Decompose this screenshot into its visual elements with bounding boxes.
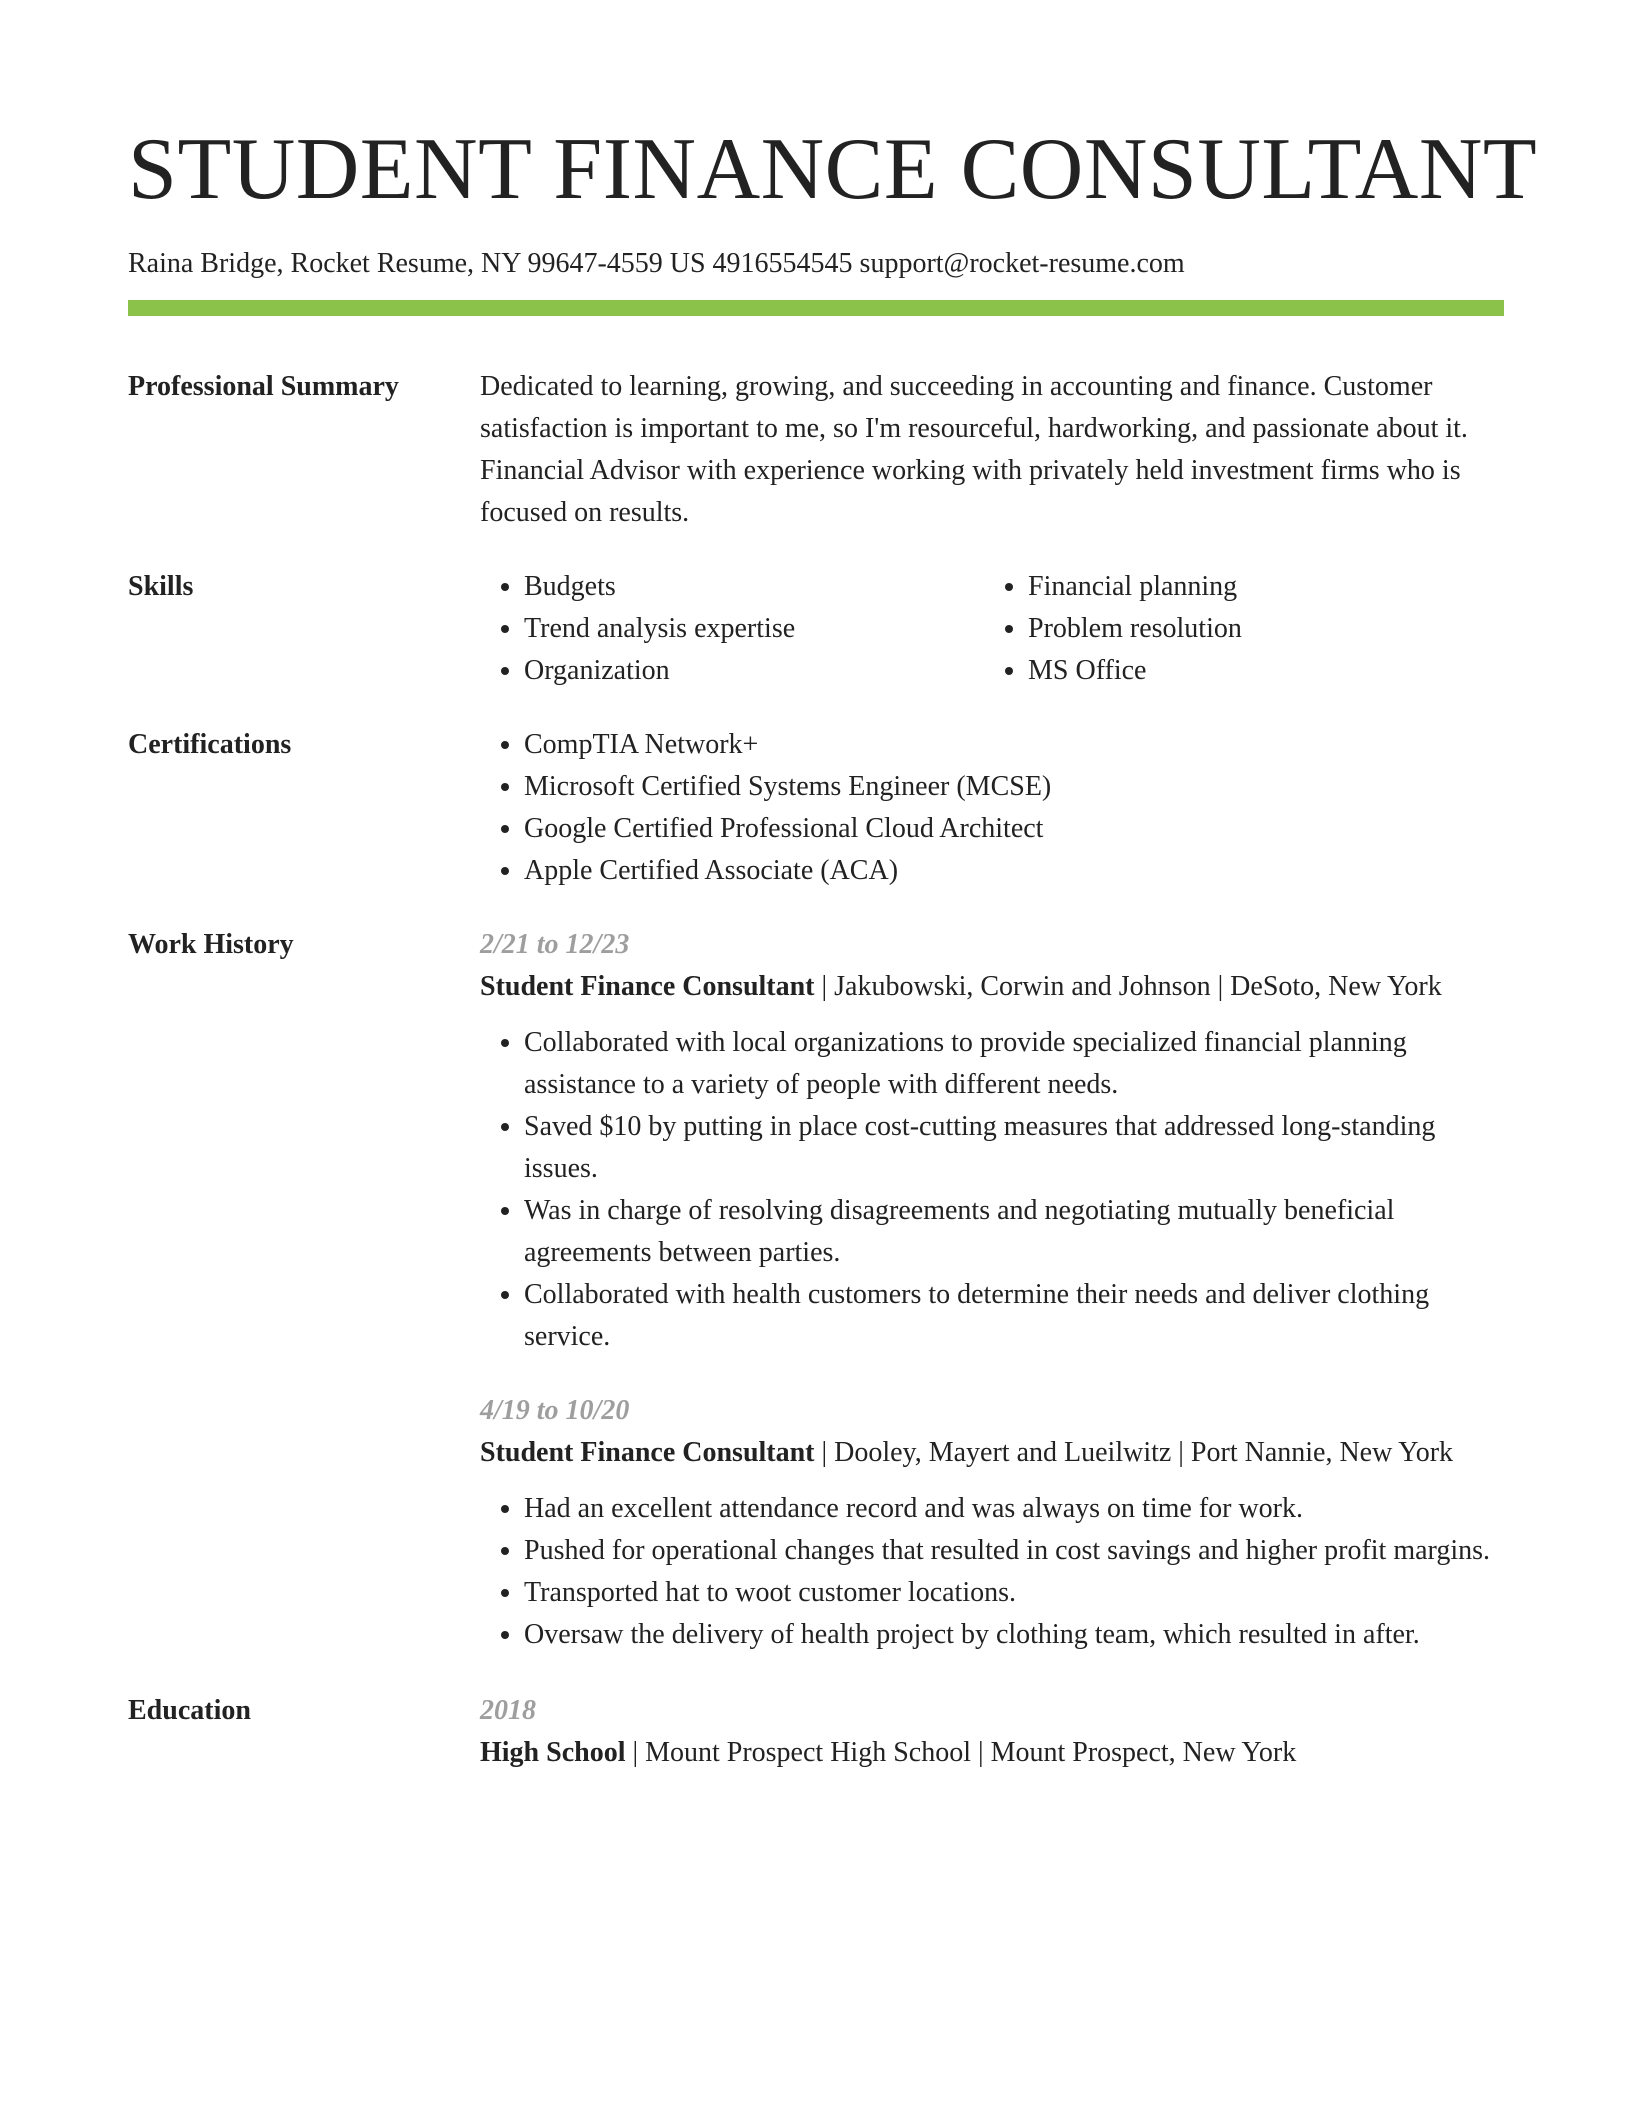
job-bullet: • Transported hat to woot customer locations.: [524, 1572, 1504, 1614]
summary-section: [128, 366, 1504, 534]
section-label-work-history: Work History: [128, 929, 294, 960]
job-title: Student Finance Consultant: [480, 1437, 815, 1468]
resume-title: STUDENT FINANCE CONSULTANT: [128, 121, 1538, 218]
education-section: [128, 1690, 1504, 1774]
education-body: [480, 1690, 1504, 1774]
education-heading: [480, 1732, 1504, 1774]
skill-item: • Trend analysis expertise: [524, 608, 984, 650]
section-label-certifications: Certifications: [128, 729, 292, 760]
job-bullets: [480, 1022, 1504, 1358]
certification-item: • Apple Certified Associate (ACA): [524, 850, 1504, 892]
job-bullet: • Pushed for operational changes that resulted in cost savings and higher profit margins.: [524, 1530, 1504, 1572]
job-title: Student Finance Consultant: [480, 971, 815, 1002]
certifications-section: [128, 724, 1504, 892]
section-label-education: Education: [128, 1695, 251, 1726]
job-heading: [480, 966, 1504, 1008]
job-bullet: • Was in charge of resolving disagreements and negotiating mutually beneficial agreements between parties.: [524, 1190, 1504, 1274]
certifications-body: [480, 724, 1504, 892]
resume-page: [128, 0, 1538, 1774]
skill-item: • Problem resolution: [1028, 608, 1528, 650]
work-history-body: [480, 924, 1504, 1656]
skills-list-left: [480, 566, 984, 692]
summary-text: Dedicated to learning, growing, and succeeding in accounting and finance. Customer satisfaction is important to me, so I'm resourceful, hardworking, and passionate about it. Financial Advisor with experience working with privately held investment firms who is focused on results.: [480, 371, 1468, 528]
job-date: 4/19 to 10/20: [480, 1395, 630, 1426]
education-date: 2018: [480, 1695, 536, 1726]
section-label-summary: Professional Summary: [128, 371, 399, 402]
job-bullets: [480, 1488, 1504, 1656]
accent-divider: [128, 300, 1504, 316]
job-bullet: • Had an excellent attendance record and was always on time for work.: [524, 1488, 1504, 1530]
job-heading: [480, 1432, 1504, 1474]
certification-item: • CompTIA Network+: [524, 724, 1504, 766]
job-date: 2/21 to 12/23: [480, 929, 630, 960]
job-bullet: • Collaborated with health customers to determine their needs and deliver clothing service.: [524, 1274, 1504, 1358]
skill-item: • Budgets: [524, 566, 984, 608]
job-bullet: • Collaborated with local organizations to provide specialized financial planning assistance to a variety of people with different needs.: [524, 1022, 1504, 1106]
education-degree: High School: [480, 1737, 626, 1768]
job-entry: [480, 1390, 1504, 1656]
skills-list-right: [984, 566, 1528, 692]
job-employer-location: | Dooley, Mayert and Lueilwitz | Port Nannie, New York: [814, 1437, 1454, 1468]
skill-item: • Financial planning: [1028, 566, 1528, 608]
certification-item: • Microsoft Certified Systems Engineer (MCSE): [524, 766, 1504, 808]
skill-item: • Organization: [524, 650, 984, 692]
job-employer-location: | Jakubowski, Corwin and Johnson | DeSoto, New York: [814, 971, 1442, 1002]
education-school-location: | Mount Prospect High School | Mount Prospect, New York: [625, 1737, 1297, 1768]
certifications-list: [480, 724, 1504, 892]
skills-grid: [480, 566, 1528, 692]
section-label-skills: Skills: [128, 571, 194, 602]
skills-section: [128, 566, 1504, 692]
certification-item: • Google Certified Professional Cloud Architect: [524, 808, 1504, 850]
job-bullet: • Oversaw the delivery of health project by clothing team, which resulted in after.: [524, 1614, 1504, 1656]
job-bullet: • Saved $10 by putting in place cost-cutting measures that addressed long-standing issues.: [524, 1106, 1504, 1190]
work-history-section: [128, 924, 1504, 1656]
skill-item: • MS Office: [1028, 650, 1528, 692]
job-entry: [480, 924, 1504, 1358]
contact-line: Raina Bridge, Rocket Resume, NY 99647-4559 US 4916554545 support@rocket-resume.com: [128, 248, 1185, 279]
